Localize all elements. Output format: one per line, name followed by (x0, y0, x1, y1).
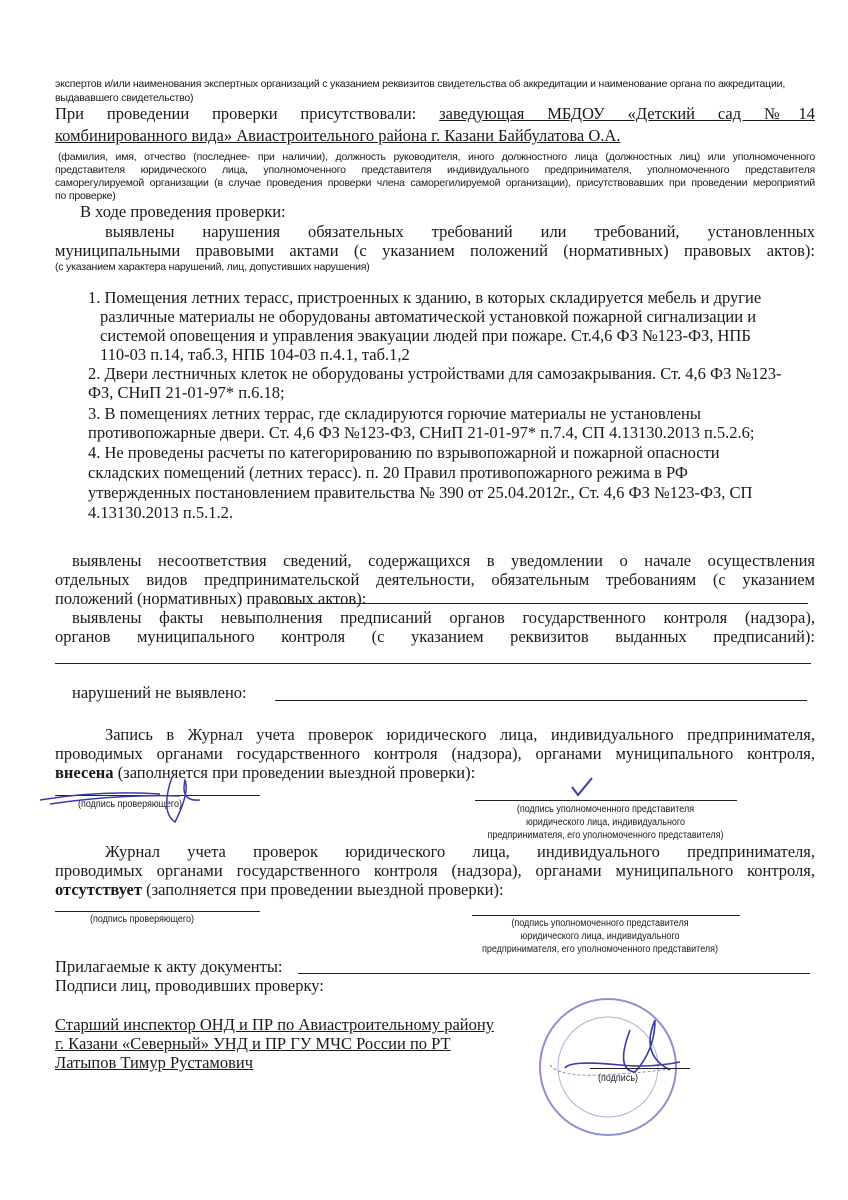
violation-item-2: 2. Двери лестничных клеток не оборудованы устройствами для самозакрывания. Ст. 4,6 ФЗ №123- (88, 364, 782, 383)
representative-signature-line (475, 800, 737, 801)
violation-item-1: 1. Помещения летних терасс, пристроенных к зданию, в которых складируется мебель и другие (88, 288, 762, 307)
violations-found-note: (с указанием характера нарушений, лиц, допустивших нарушения) (55, 261, 370, 273)
during-heading: В ходе проведения проверки: (80, 202, 286, 221)
representative-signature-line (472, 915, 740, 916)
journal-entered-line: проводимых органами государственного контроля (надзора), органами муниципального контроля, (55, 744, 815, 763)
inconsistencies-line: отдельных видов предпринимательской деятельности, обязательным требованиям (с указанием (55, 570, 815, 589)
present-label: При проведении проверки присутствовали: (55, 104, 417, 123)
header-note-line: экспертов и/или наименования экспертных организаций с указанием реквизитов свидетельства об аккредитации и наименование органа по аккредитации, (55, 78, 786, 90)
present-line-1 (55, 104, 815, 123)
journal-entered-status: внесена (55, 763, 114, 782)
inspector-department: г. Казани «Северный» УНД и ПР ГУ МЧС России по РТ (55, 1034, 451, 1053)
violation-item-1: различные материалы не оборудованы автоматической установкой пожарной сигнализации и (100, 307, 757, 326)
inspector-signature-scribble (560, 1010, 720, 1090)
header-note-line: выдававшего свидетельство) (55, 92, 194, 104)
journal-absent-status: отсутствует (55, 880, 142, 899)
representative-signature-caption: (подпись уполномоченного представителя юридического лица, индивидуального предпринимателя, его уполномоченного представителя) (481, 918, 719, 955)
violation-item-4: 4. Не проведены расчеты по категорированию по взрывопожарной и пожарной опасности (88, 443, 720, 462)
violation-item-1: системой оповещения и управления эвакуации людей при пожаре. Ст.4,6 ФЗ №123-ФЗ, НПБ (100, 326, 751, 345)
attached-docs-blank (298, 973, 810, 974)
signature-line (590, 1068, 690, 1069)
signature-caption: (подпись) (598, 1073, 639, 1084)
inspector-signature-caption: (подпись проверяющего) (90, 914, 195, 925)
inspector-signature-line (55, 911, 260, 912)
no-violations-label: нарушений не выявлено: (72, 683, 247, 702)
violation-item-2: ФЗ, СНиП 21-01-97* п.6.18; (88, 383, 285, 402)
present-note: (фамилия, имя, отчество (последнее- при наличии), должность руководителя, иного должностного лица (должностных лиц) или уполномоченного (58, 151, 815, 163)
violations-found-line: выявлены нарушения обязательных требований или требований, установленных (105, 222, 815, 241)
journal-absent-tail: (заполняется при проведении выездной проверки): (141, 880, 504, 899)
violations-found-line: муниципальными правовыми актами (с указанием положений (нормативных) правовых актов): (55, 241, 815, 260)
journal-absent-line (55, 880, 504, 899)
no-violations-blank (275, 700, 807, 701)
violation-item-3: противопожарные двери. Ст. 4,6 ФЗ №123-ФЗ, СНиП 21-01-97* п.7.4, СП 4.13130.2013 п.5.2.6; (88, 423, 755, 442)
violation-item-1: 110-03 п.14, таб.3, НПБ 104-03 п.4.1, таб.1,2 (100, 345, 410, 364)
present-note: представителя юридического лица, уполномоченного представителя индивидуального предпринимателя, уполномоченного представителя (55, 164, 815, 176)
present-value-line-2: комбинированного вида» Авиастроительного района г. Казани Байбулатова О.А. (55, 126, 621, 145)
representative-signature-caption: (подпись уполномоченного представителя юридического лица, индивидуального предпринимателя, его уполномоченного представителя) (487, 804, 724, 841)
violation-item-4: утвержденных постановлением правительства № 390 от 25.04.2012г., Ст. 4,6 ФЗ №123-ФЗ, СП (88, 483, 753, 502)
inspector-title: Старший инспектор ОНД и ПР по Авиастроительному району (55, 1015, 494, 1034)
non-compliance-line: выявлены факты невыполнения предписаний органов государственного контроля (надзора), (72, 608, 815, 627)
non-compliance-line: органов муниципального контроля (с указанием реквизитов выданных предписаний): (55, 627, 815, 646)
journal-absent-line: проводимых органами государственного контроля (надзора), органами муниципального контроля, (55, 861, 815, 880)
violation-item-3: 3. В помещениях летних террас, где складируются горючие материалы не установлены (88, 404, 701, 423)
inconsistencies-line: положений (нормативных) правовых актов): (55, 589, 367, 608)
violation-item-4: складских помещений (летних терасс). п. 20 Правил противопожарного режима в РФ (88, 463, 688, 482)
violation-item-4: 4.13130.2013 п.5.1.2. (88, 503, 233, 522)
inspector-name: Латыпов Тимур Рустамович (55, 1053, 254, 1072)
non-compliance-blank (55, 663, 811, 664)
signatures-label: Подписи лиц, проводивших проверку: (55, 976, 324, 995)
attached-docs-label: Прилагаемые к акту документы: (55, 957, 283, 976)
journal-entered-line: Запись в Журнал учета проверок юридического лица, индивидуального предпринимателя, (105, 725, 815, 744)
inspector-signature-scribble (40, 772, 220, 832)
journal-entered-tail: (заполняется при проведении выездной проверки): (113, 763, 476, 782)
inconsistencies-line: выявлены несоответствия сведений, содержащихся в уведомлении о начале осуществления (72, 551, 815, 570)
present-note: саморегулируемой организации (в случае проведения проверки члена саморегилируемой организации), присутствовавших при проведении мероприятий (55, 177, 815, 189)
inconsistencies-blank (278, 603, 808, 604)
journal-absent-line: Журнал учета проверок юридического лица, индивидуального предпринимателя, (105, 842, 815, 861)
checkmark-icon (568, 775, 598, 800)
present-note: по проверке) (55, 190, 116, 202)
present-value: заведующая МБДОУ «Детский сад №14 (439, 104, 816, 123)
inspector-signature-caption: (подпись проверяющего) (78, 799, 183, 810)
